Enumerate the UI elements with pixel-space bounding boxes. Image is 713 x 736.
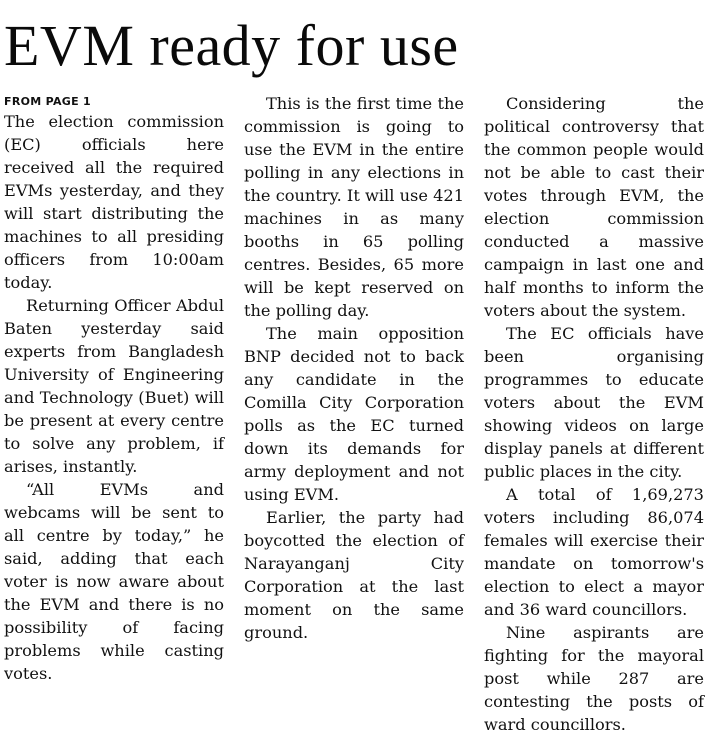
paragraph: A total of 1,69,273 voters including 86,074 females will exercise their mandate on tomorrow's election to elect a mayor and 36 ward councillors. [484, 485, 704, 619]
paragraph: The election commission (EC) officials here received all the required EVMs yesterday, and they will start distributing the machines to all presiding officers from 10:00am today. [4, 112, 224, 292]
paragraph: Considering the political controversy that the common people would not be able to cast their votes through EVM, the election commission conducted a massive campaign in last one and half months to inform the voters about the system. [484, 94, 704, 320]
paragraph: Returning Officer Abdul Baten yesterday said experts from Bangladesh University of Engineering and Technology (Buet) will be present at every centre to solve any problem, if arises, instantly. [4, 296, 224, 476]
paragraph: This is the first time the commission is going to use the EVM in the entire polling in any elections in the country. It will use 421 machines in as many booths in 65 polling centres. Besides, 65 more will be kept reserved on the polling day. [244, 94, 464, 320]
paragraph: Earlier, the party had boycotted the election of Narayanganj City Corporation at the last moment on the same ground. [244, 508, 464, 642]
column-3 [484, 92, 704, 736]
kicker: FROM PAGE 1 [4, 95, 92, 108]
paragraph: The main opposition BNP decided not to back any candidate in the Comilla City Corporation polls as the EC turned down its demands for army deployment and not using EVM. [244, 324, 464, 504]
paragraph: “All EVMs and webcams will be sent to all centre by today,” he said, adding that each voter is now aware about the EVM and there is no possibility of facing problems while casting votes. [4, 480, 224, 683]
paragraph: The EC officials have been organising programmes to educate voters about the EVM showing videos on large display panels at different public places in the city. [484, 324, 704, 481]
column-2 [244, 92, 464, 644]
paragraph: Nine aspirants are fighting for the mayoral post while 287 are contesting the posts of ward councillors. [484, 623, 704, 734]
headline: EVM ready for use [4, 13, 459, 78]
column-1 [4, 92, 224, 685]
